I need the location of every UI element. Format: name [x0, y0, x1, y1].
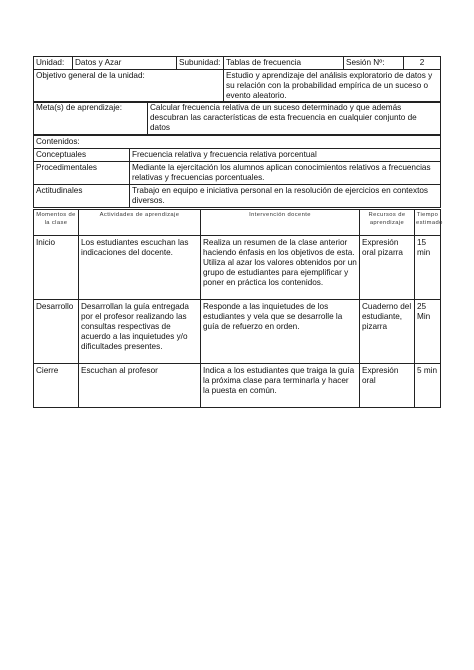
subunidad-label: Subunidad: — [177, 57, 224, 70]
momento-cell: Desarrollo — [34, 300, 79, 364]
momento-cell: Cierre — [34, 364, 79, 408]
contenidos-table — [33, 135, 441, 208]
objetivo-value: Estudio y aprendizaje del análisis exploratorio de datos y su relación con la probabilidad empírica de un suceso o evento aleatorio. — [224, 70, 441, 103]
contenidos-value: Trabajo en equipo e iniciativa personal en la resolución de ejercicios en contextos diversos. — [130, 185, 441, 208]
intervencion-cell: Realiza un resumen de la clase anterior haciendo énfasis en los objetivos de esta. Utiliza al azar los valores obtenidos por un grupo de estudiantes para ejemplificar y poner en práctica los contenidos. — [201, 236, 360, 300]
metas-label: Meta(s) de aprendizaje: — [34, 102, 148, 135]
table-row — [34, 236, 441, 300]
intervencion-cell: Responde a las inquietudes de los estudiantes y vela que se desarrolle la guía de refuerzo en orden. — [201, 300, 360, 364]
header-actividades: Actividades de aprendizaje — [79, 210, 201, 236]
lesson-plan-table — [33, 209, 441, 408]
recursos-cell: Expresión oral — [360, 364, 415, 408]
header-tiempo: Tiempo estimado — [415, 210, 441, 236]
header-recursos: Recursos de aprendizaje — [360, 210, 415, 236]
subunidad-value: Tablas de frecuencia — [224, 57, 344, 70]
sesion-label: Sesión Nº: — [344, 57, 404, 70]
actividad-cell: Los estudiantes escuchan las indicaciones del docente. — [79, 236, 201, 300]
tiempo-cell: 25 Min — [415, 300, 441, 364]
recursos-cell: Cuaderno del estudiante, pizarra — [360, 300, 415, 364]
momento-cell: Inicio — [34, 236, 79, 300]
table-row — [34, 300, 441, 364]
contenidos-label: Procedimentales — [34, 162, 130, 185]
metas-value: Calcular frecuencia relativa de un suceso determinado y que además descubran las características de esta frecuencia en cualquier conjunto de datos — [148, 102, 441, 135]
header-intervencion: Intervención docente — [201, 210, 360, 236]
recursos-cell: Expresión oral pizarra — [360, 236, 415, 300]
tiempo-cell: 5 min — [415, 364, 441, 408]
contenidos-value: Frecuencia relativa y frecuencia relativa porcentual — [130, 149, 441, 162]
unidad-value: Datos y Azar — [73, 57, 177, 70]
session-header-table — [33, 56, 441, 103]
unidad-label: Unidad: — [34, 57, 73, 70]
contenidos-value: Mediante la ejercitación los alumnos aplican conocimientos relativos a frecuencias relativas y frecuencias porcentuales. — [130, 162, 441, 185]
table-row — [34, 364, 441, 408]
actividad-cell: Desarrollan la guía entregada por el profesor realizando las consultas respectivas de acuerdo a las inquietudes y/o dificultades presentes. — [79, 300, 201, 364]
metas-table — [33, 101, 441, 135]
intervencion-cell: Indica a los estudiantes que traiga la guía la próxima clase para terminarla y hacer la puesta en común. — [201, 364, 360, 408]
header-momentos: Momentos de la clase — [34, 210, 79, 236]
contenidos-title: Contenidos: — [34, 136, 441, 149]
objetivo-label: Objetivo general de la unidad: — [34, 70, 224, 103]
sesion-value: 2 — [404, 57, 441, 70]
contenidos-label: Conceptuales — [34, 149, 130, 162]
tiempo-cell: 15 min — [415, 236, 441, 300]
contenidos-label: Actitudinales — [34, 185, 130, 208]
actividad-cell: Escuchan al profesor — [79, 364, 201, 408]
